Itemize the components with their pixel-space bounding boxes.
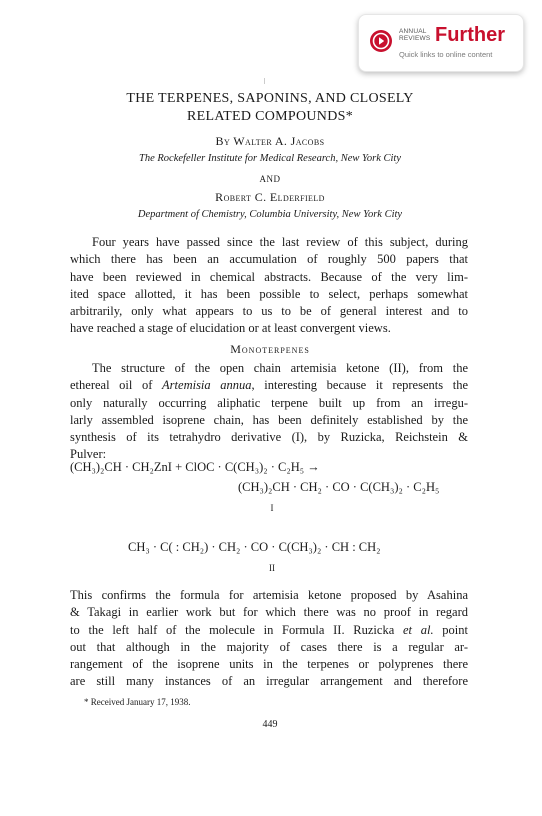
text-line: only naturally occurring aliphatic terpene built up from an irregu- bbox=[70, 395, 468, 410]
text-line: Pulver: bbox=[70, 447, 107, 462]
affiliation-1: The Rockefeller Institute for Medical Research, New York City bbox=[139, 153, 401, 164]
author-2-name: Robert C. Elderfield bbox=[215, 190, 325, 204]
conclusion-paragraph bbox=[70, 587, 468, 691]
article-title-line-1: THE TERPENES, SAPONINS, AND CLOSELY bbox=[126, 91, 414, 106]
article-title-line-2: RELATED COMPOUNDS* bbox=[186, 109, 354, 124]
text-line: Four years have passed since the last review of this subject, during bbox=[92, 235, 468, 249]
text-line: ethereal oil of Artemisia annua, interesting because it represents the bbox=[70, 378, 468, 393]
formula-reaction-left: (CH₃)₂CH · CH₂ZnI + ClOC · C(CH₃)₂ · C₂H₅ → bbox=[70, 460, 320, 474]
intro-paragraph bbox=[70, 234, 468, 338]
text-line: larly assembled isoprene chain, has been definitely established by the bbox=[70, 412, 468, 427]
text-line: which there has been an accumulation of roughly 500 papers that bbox=[70, 252, 468, 267]
formula-reaction-product: (CH₃)₂CH · CH₂ · CO · C(CH₃)₂ · C₂H₅ bbox=[238, 480, 440, 494]
text-line: synthesis of its tetrahydro derivative (I), by Ruzicka, Reichstein & bbox=[70, 430, 468, 445]
text-line: arbitrarily, only what appears to us to be of general interest and to bbox=[70, 304, 468, 319]
page-number: 449 bbox=[262, 719, 278, 730]
text-line: are still many instances of an irregular arrangement and therefore bbox=[70, 674, 468, 689]
italic-term: Artemisia annua bbox=[162, 378, 252, 393]
monoterpenes-paragraph bbox=[70, 360, 468, 464]
text-line: ited space allotted, it has been possible to select, perhaps somewhat bbox=[70, 286, 468, 301]
text-line: This confirms the formula for artemisia ketone proposed by Asahina bbox=[70, 588, 468, 602]
badge-tagline: Quick links to online content bbox=[399, 50, 493, 59]
affiliation-2: Department of Chemistry, Columbia University, New York City bbox=[137, 209, 403, 220]
annual-reviews-wordmark: ANNUAL REVIEWS bbox=[399, 28, 431, 42]
author-2 bbox=[60, 190, 480, 205]
text-line: have reached a stage of elucidation or at least convergent views. bbox=[70, 321, 391, 336]
text-line: rangement of the isoprene units in the terpenes or polyprenes there bbox=[70, 657, 468, 672]
scan-mark bbox=[264, 78, 265, 84]
text-line: The structure of the open chain artemisia ketone (II), from the bbox=[92, 361, 468, 375]
formula-label-ii: II bbox=[269, 563, 275, 573]
author-1-name: By Walter A. Jacobs bbox=[215, 134, 325, 148]
italic-term: et al. bbox=[402, 622, 434, 637]
text-line: to the left half of the molecule in Formula II. Ruzicka et al. point bbox=[70, 622, 468, 637]
text-line: out that although in the majority of cases there is a regular ar- bbox=[70, 639, 468, 654]
further-wordmark: Further bbox=[435, 24, 505, 46]
formula-label-i: I bbox=[270, 503, 274, 513]
section-heading: Monoterpenes bbox=[230, 342, 310, 356]
text-line: & Takagi in earlier work but for which there was no proof in regard bbox=[70, 605, 468, 620]
play-arrow-icon bbox=[370, 30, 392, 52]
text-line: have been reviewed in chemical abstracts. Because of the very lim- bbox=[70, 269, 468, 284]
footnote: * Received January 17, 1938. bbox=[84, 697, 191, 707]
formula-artemisia-ketone: CH₃ · C( : CH₂) · CH₂ · CO · C(CH₃)₂ · CH : CH₂ bbox=[128, 540, 381, 554]
author-1 bbox=[60, 134, 480, 149]
further-links-badge[interactable] bbox=[358, 14, 524, 72]
and-separator: AND bbox=[259, 174, 281, 184]
